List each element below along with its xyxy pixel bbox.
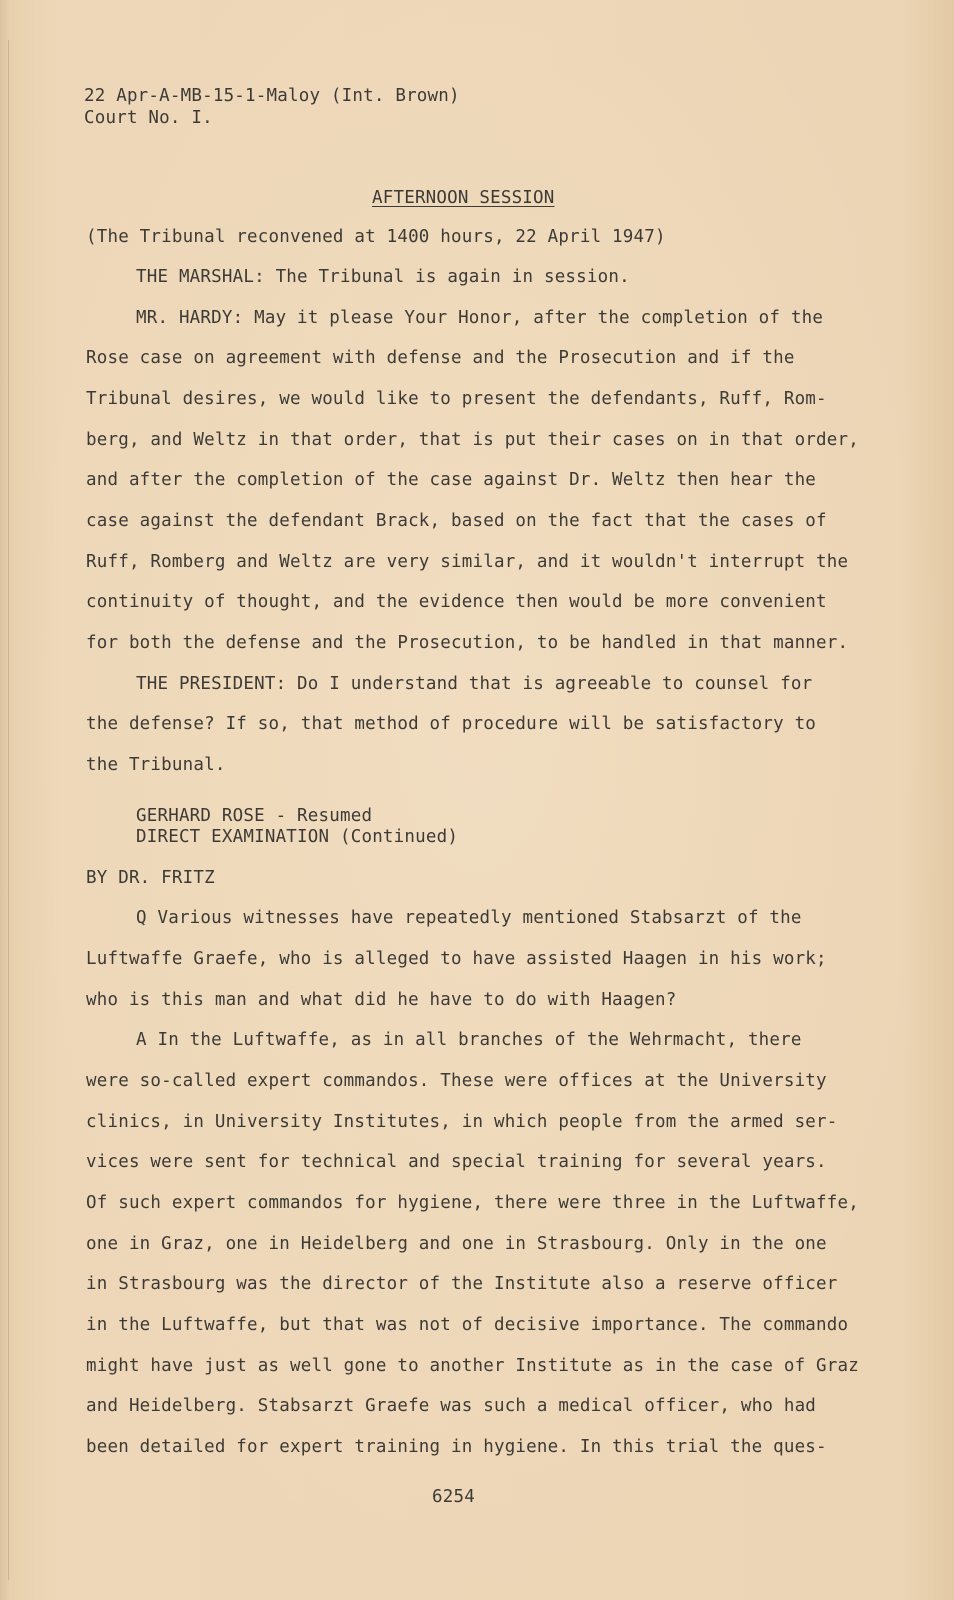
text-line: THE MARSHAL: The Tribunal is again in session. — [136, 267, 630, 287]
text-line: been detailed for expert training in hygiene. In this trial the ques- — [86, 1437, 827, 1457]
text-line: Q Various witnesses have repeatedly mentioned Stabsarzt of the — [136, 908, 802, 928]
text-line: clinics, in University Institutes, in which people from the armed ser- — [86, 1112, 838, 1132]
text-line: Rose case on agreement with defense and the Prosecution and if the — [86, 348, 795, 368]
text-line: Of such expert commandos for hygiene, there were three in the Luftwaffe, — [86, 1193, 859, 1213]
text-line: Luftwaffe Graefe, who is alleged to have assisted Haagen in his work; — [86, 949, 827, 969]
text-line: the defense? If so, that method of procedure will be satisfactory to — [86, 714, 817, 734]
witness-name: GERHARD ROSE - Resumed — [136, 806, 373, 826]
text-line: MR. HARDY: May it please Your Honor, after the completion of the — [136, 308, 824, 328]
header-court: Court No. I. — [84, 108, 213, 128]
text-line: for both the defense and the Prosecution, to be handled in that manner. — [86, 633, 849, 653]
examination-heading: DIRECT EXAMINATION (Continued) — [136, 827, 459, 847]
text-line: and after the completion of the case against Dr. Weltz then hear the — [86, 470, 817, 490]
examiner-line: BY DR. FRITZ — [86, 868, 215, 888]
text-line: berg, and Weltz in that order, that is put their cases on in that order, — [86, 430, 859, 450]
session-title: AFTERNOON SESSION — [372, 188, 555, 208]
text-line: Tribunal desires, we would like to present the defendants, Ruff, Rom- — [86, 389, 827, 409]
text-line: might have just as well gone to another Institute as in the case of Graz — [86, 1356, 859, 1376]
text-line: (The Tribunal reconvened at 1400 hours, 22 April 1947) — [86, 227, 666, 247]
text-line: vices were sent for technical and special training for several years. — [86, 1152, 827, 1172]
text-line: in Strasbourg was the director of the Institute also a reserve officer — [86, 1274, 838, 1294]
page-edge-mark — [8, 40, 9, 1580]
text-line: case against the defendant Brack, based on the fact that the cases of — [86, 511, 827, 531]
text-line: were so-called expert commandos. These were offices at the University — [86, 1071, 827, 1091]
text-line: who is this man and what did he have to do with Haagen? — [86, 990, 677, 1010]
text-line: one in Graz, one in Heidelberg and one in Strasbourg. Only in the one — [86, 1234, 827, 1254]
text-line: Ruff, Romberg and Weltz are very similar, and it wouldn't interrupt the — [86, 552, 849, 572]
header-reference: 22 Apr-A-MB-15-1-Maloy (Int. Brown) — [84, 86, 460, 106]
text-line: and Heidelberg. Stabsarzt Graefe was such a medical officer, who had — [86, 1396, 817, 1416]
text-line: A In the Luftwaffe, as in all branches of the Wehrmacht, there — [136, 1030, 802, 1050]
text-line: continuity of thought, and the evidence then would be more convenient — [86, 592, 827, 612]
text-line: in the Luftwaffe, but that was not of decisive importance. The commando — [86, 1315, 849, 1335]
page-number: 6254 — [432, 1487, 475, 1507]
text-line: THE PRESIDENT: Do I understand that is agreeable to counsel for — [136, 674, 813, 694]
text-line: the Tribunal. — [86, 755, 226, 775]
